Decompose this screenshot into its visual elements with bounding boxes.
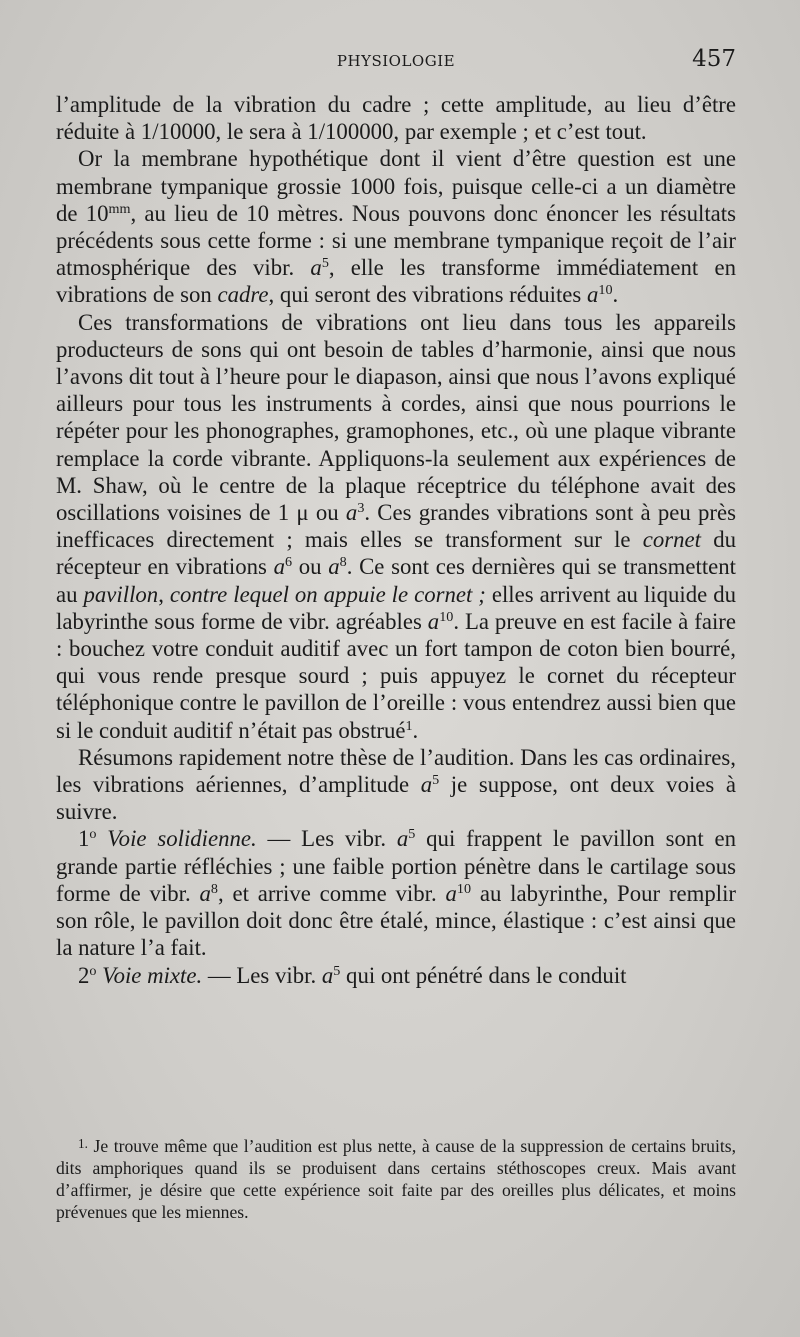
- footnote-text: Je trouve même que l’audition est plus nette, à cause de la suppression de certains bruits, dits amphoriques quand ils se produisent dans certains stéthoscopes creux. Mais avant d’affirmer, je désire que cette expérience soit faite par des oreilles plus délicates, et moins prévenues que les miennes.: [56, 1135, 736, 1222]
- text-run: qui frappent le pavillon sont en grande partie réfléchies ; une faible portion pénètre dans le cartilage sous forme de vibr.: [56, 826, 736, 906]
- italic-text: a: [587, 282, 599, 308]
- italic-text: a: [427, 608, 440, 634]
- text-run: [96, 826, 107, 851]
- text-run: ,: [158, 581, 170, 607]
- text-run: qui ont pénétré dans le conduit: [340, 962, 627, 988]
- paragraph: [56, 145, 736, 308]
- text-run: au labyrinthe, Pour remplir son rôle, le pavillon doit donc être étalé, mince, élastique : c’est ainsi que la nature l’a fait.: [56, 880, 737, 961]
- text-run: , au lieu de 10 mètres. Nous pouvons donc énoncer les résultats précédents sous cette forme : si une membrane tympanique reçoit de l’air atmosphérique des vibr.: [56, 200, 737, 281]
- text-run: 1: [78, 826, 90, 852]
- italic-text: a: [328, 554, 340, 580]
- superscript: 10: [456, 881, 472, 898]
- body-text: [56, 91, 736, 989]
- italic-text: pavillon: [83, 581, 159, 607]
- italic-text: a: [345, 500, 358, 526]
- superscript: 5: [432, 772, 440, 789]
- italic-text: a: [396, 826, 409, 852]
- text-run: je suppose, ont deux voies à suivre.: [56, 772, 736, 825]
- footnotes: [56, 1133, 736, 1223]
- text-run: .: [412, 717, 419, 743]
- superscript: 8: [210, 881, 218, 898]
- superscript: 8: [339, 554, 347, 571]
- running-head: PHYSIOLOGIE: [336, 52, 456, 70]
- footnote: [56, 1133, 736, 1223]
- text-run: — Les vibr.: [256, 826, 397, 852]
- superscript: 6: [284, 554, 293, 571]
- text-run: , elle les transforme immédiatement en vibrations de son: [56, 255, 736, 308]
- text-run: ou: [292, 554, 329, 580]
- superscript: 3: [357, 500, 365, 517]
- text-run: l’amplitude de la vibration du cadre ; cette amplitude, au lieu d’être réduite à 1/10000, le sera à 1/100000, par exemple ; et c’est tout.: [56, 92, 736, 145]
- italic-text: cornet: [642, 527, 701, 553]
- page-number: 457: [692, 46, 736, 72]
- superscript: 5: [321, 255, 329, 272]
- superscript: o: [89, 962, 97, 979]
- page-header: [56, 46, 736, 76]
- text-run: .: [612, 282, 619, 308]
- italic-text: Voie mixte.: [102, 962, 203, 988]
- superscript: o: [89, 826, 97, 843]
- superscript: 5: [333, 962, 341, 979]
- superscript: 10: [439, 609, 454, 626]
- superscript: 5: [408, 826, 416, 843]
- italic-text: contre lequel on appuie le cornet ;: [169, 581, 486, 607]
- superscript: 1: [405, 717, 413, 734]
- text-run: elles arrivent au liquide du labyrinthe sous forme de vibr. agréables: [56, 581, 736, 634]
- text-run: — Les vibr.: [202, 962, 322, 988]
- paragraph: [56, 744, 736, 826]
- paragraph: [56, 91, 736, 145]
- italic-text: a: [321, 962, 334, 988]
- text-run: , qui seront des vibrations réduites: [268, 282, 587, 308]
- italic-text: a: [445, 880, 457, 906]
- text-run: Résumons rapidement notre thèse de l’audition. Dans les cas ordinaires, les vibrations aériennes, d’amplitude: [56, 744, 736, 798]
- text-run: 2: [78, 962, 90, 988]
- text-run: . Ces grandes vibrations sont à peu près inefficaces directement ; mais elles se transforment sur le: [56, 500, 736, 553]
- paragraph: [56, 309, 736, 744]
- italic-text: Voie solidienne.: [107, 826, 257, 852]
- section-paragraph: [56, 825, 736, 961]
- text-run: Or la membrane hypothétique dont il vient d’être question est une membrane tympanique grossie 1000 fois, puisque celle-ci a un diamètre de 10: [56, 146, 736, 226]
- text-run: du récepteur en vibrations: [56, 527, 736, 580]
- text-run: . Ce sont ces dernières qui se transmettent au: [56, 554, 737, 607]
- italic-text: a: [310, 255, 322, 281]
- italic-text: a: [199, 880, 211, 906]
- italic-text: a: [273, 554, 285, 580]
- footnote-marker: 1.: [78, 1136, 88, 1151]
- superscript: mm: [108, 201, 131, 218]
- section-paragraph: [56, 962, 736, 989]
- superscript: 10: [598, 282, 613, 299]
- text-run: . La preuve en est facile à faire : bouchez votre conduit auditif avec un fort tampon de coton bien bourré, qui vous rende presque sourd ; puis appuyez le cornet du récepteur téléphonique contre le pavillon de l’oreille : vous entendrez aussi bien que si le conduit auditif n’était pas obstrué: [56, 608, 736, 743]
- text-run: Ces transformations de vibrations ont lieu dans tous les appareils producteurs de sons qui ont besoin de tables d’harmonie, ainsi que nous l’avons dit tout à l’heure pour le diapason, ainsi que nous l’avons expliqué ailleurs pour tous les instruments à cordes, ainsi que nous pourrions le répéter pour les phonographes, gramophones, etc., où une plaque vibrante remplace la corde vibrante. Appliquons-la seulement aux expériences de M. Shaw, où le centre de la plaque réceptrice du téléphone avait des oscillations voisines de 1 μ ou: [56, 309, 736, 526]
- italic-text: cadre: [217, 282, 269, 308]
- italic-text: a: [420, 772, 433, 798]
- text-run: , et arrive comme vibr.: [217, 880, 446, 906]
